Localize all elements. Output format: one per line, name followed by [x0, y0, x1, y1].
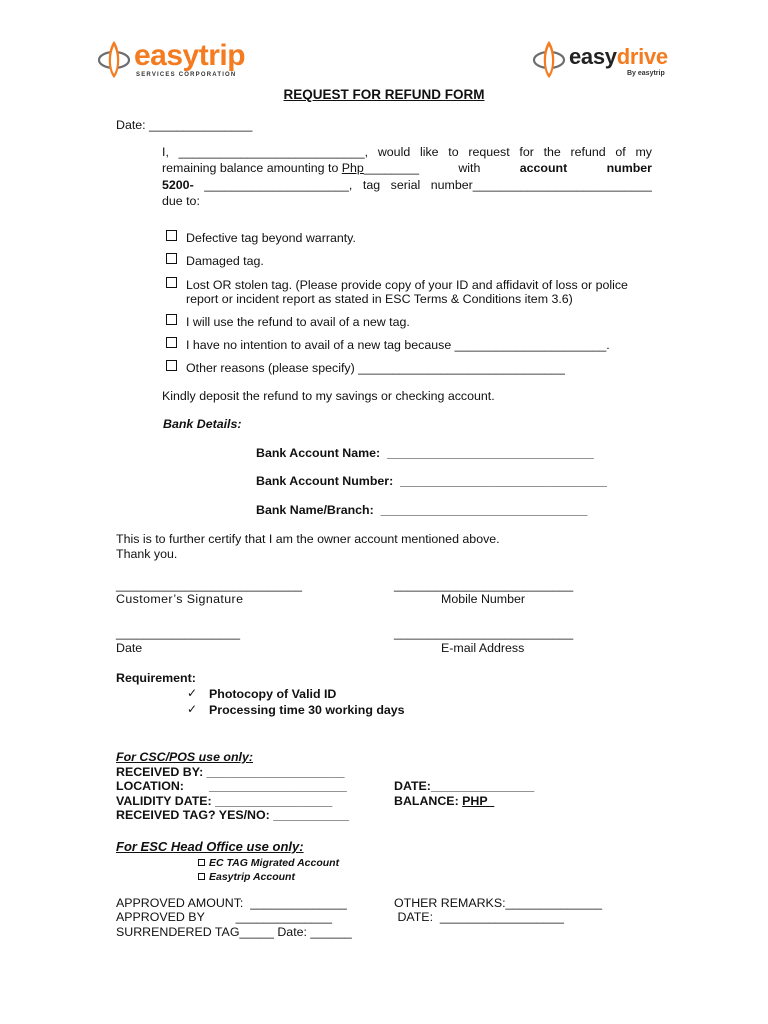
- intro-i: I,: [162, 145, 169, 159]
- intro-word: my: [635, 145, 652, 159]
- received-tag-field[interactable]: RECEIVED TAG? YES/NO: ___________: [116, 808, 350, 822]
- option-checkbox[interactable]: [198, 859, 205, 866]
- tag-label: tag: [362, 178, 381, 192]
- check-icon: ✓: [187, 686, 198, 700]
- csc-date-field[interactable]: DATE:_______________: [394, 779, 535, 793]
- intro-line-1: [162, 145, 652, 160]
- easydrive-logo-mark: [531, 38, 567, 80]
- intro-word: like: [419, 145, 439, 159]
- bank-branch-field[interactable]: Bank Name/Branch: ______________________________: [256, 503, 588, 517]
- easydrive-wordmark-drive: drive: [616, 44, 668, 69]
- bank-account-number-field[interactable]: Bank Account Number: ______________________________: [256, 474, 607, 488]
- received-by-field[interactable]: RECEIVED BY: ____________________: [116, 765, 345, 779]
- option-label: EC TAG Migrated Account: [209, 857, 340, 869]
- number-label: number: [606, 161, 652, 175]
- reason-label: Other reasons (please specify) ______________________________: [186, 361, 565, 375]
- intro-line-2-start: [162, 161, 419, 176]
- surrendered-tag-field[interactable]: SURRENDERED TAG_____ Date: ______: [116, 925, 352, 939]
- reason-label: I will use the refund to avail of a new tag.: [186, 315, 410, 329]
- option-label: Easytrip Account: [209, 871, 295, 883]
- option-checkbox[interactable]: [198, 873, 205, 880]
- intro-line-2: [162, 161, 652, 176]
- location-field[interactable]: ____________________: [209, 779, 347, 793]
- intro-remaining-balance: remaining balance amounting to: [162, 161, 342, 175]
- intro-with: with: [458, 161, 481, 175]
- date-field[interactable]: Date: _______________: [116, 118, 253, 132]
- intro-word: the: [543, 145, 561, 159]
- validity-date-field[interactable]: VALIDITY DATE: _________________: [116, 794, 333, 808]
- head-office-heading: For ESC Head Office use only:: [116, 839, 304, 854]
- approved-by-field[interactable]: APPROVED BY ______________: [116, 910, 333, 924]
- deposit-text: Kindly deposit the refund to my savings or checking account.: [162, 389, 495, 403]
- bank-account-name-field[interactable]: Bank Account Name: ______________________________: [256, 446, 594, 460]
- name-blank[interactable]: ___________________________,: [178, 145, 369, 159]
- date-label: Date: [116, 641, 143, 655]
- reason-checkbox[interactable]: [166, 337, 177, 348]
- reason-label: I have no intention to avail of a new tag because ______________________.: [186, 338, 610, 352]
- serial-label: serial: [390, 178, 421, 192]
- reason-label-continued: report or incident report as stated in ESC Terms & Conditions item 3.6): [186, 292, 573, 306]
- php-label: Php: [341, 161, 364, 175]
- bank-details-heading: Bank Details:: [163, 417, 242, 431]
- easydrive-wordmark: [569, 46, 668, 68]
- check-icon: ✓: [187, 702, 198, 716]
- balance-label: BALANCE:: [394, 794, 463, 808]
- intro-line-3: [162, 178, 652, 193]
- account-label: account: [519, 161, 568, 175]
- form-title: REQUEST FOR REFUND FORM: [283, 87, 485, 102]
- signature-line[interactable]: ___________________________: [116, 578, 303, 592]
- intro-word: would: [377, 145, 411, 159]
- intro-word: of: [615, 145, 626, 159]
- easydrive-wordmark-easy: easy: [569, 44, 617, 69]
- head-office-option[interactable]: [198, 856, 339, 871]
- mobile-number-label: Mobile Number: [441, 592, 526, 606]
- amount-blank[interactable]: ________: [363, 161, 419, 175]
- customer-signature-label: Customer’s Signature: [116, 592, 244, 606]
- intro-word: for: [519, 145, 534, 159]
- requirement-item: Processing time 30 working days: [209, 703, 405, 717]
- reason-checkbox[interactable]: [166, 230, 177, 241]
- head-office-option[interactable]: [198, 870, 295, 885]
- requirement-item: Photocopy of Valid ID: [209, 687, 337, 701]
- thank-you-text: Thank you.: [116, 547, 178, 561]
- account-prefix: 5200-: [162, 178, 194, 192]
- reason-label: Lost OR stolen tag. (Please provide copy of your ID and affidavit of loss or police: [186, 278, 628, 292]
- easydrive-logo: [531, 38, 681, 82]
- approved-amount-field[interactable]: APPROVED AMOUNT: ______________: [116, 896, 347, 910]
- reason-checkbox[interactable]: [166, 253, 177, 264]
- intro-word: to: [448, 145, 459, 159]
- account-number-blank[interactable]: _____________________,: [204, 178, 353, 192]
- date-line[interactable]: __________________: [116, 626, 241, 640]
- easytrip-logo-mark: [96, 38, 132, 80]
- location-label: LOCATION:: [116, 779, 184, 793]
- reason-checkbox[interactable]: [166, 360, 177, 371]
- reason-checkbox[interactable]: [166, 277, 177, 288]
- email-address-label: E-mail Address: [441, 641, 525, 655]
- intro-word: request: [468, 145, 510, 159]
- reason-label: Damaged tag.: [186, 254, 264, 268]
- intro-word: refund: [570, 145, 606, 159]
- requirement-heading: Requirement:: [116, 671, 196, 685]
- certify-text: This is to further certify that I am the owner account mentioned above.: [116, 532, 500, 546]
- other-remarks-field[interactable]: OTHER REMARKS:______________: [394, 896, 603, 910]
- csc-heading: For CSC/POS use only:: [116, 750, 254, 764]
- reason-checkbox[interactable]: [166, 314, 177, 325]
- easytrip-subtitle: SERVICES CORPORATION: [136, 72, 237, 78]
- balance-value: PHP: [462, 794, 495, 808]
- easydrive-subtitle: By easytrip: [627, 70, 665, 77]
- balance-field[interactable]: [394, 794, 494, 809]
- mobile-line[interactable]: __________________________: [394, 578, 574, 592]
- easytrip-logo: [96, 38, 246, 82]
- email-line[interactable]: __________________________: [394, 626, 574, 640]
- head-office-date-field[interactable]: DATE: __________________: [394, 910, 564, 924]
- intro-line-4: due to:: [162, 194, 200, 208]
- tag-serial-blank[interactable]: number__________________________: [430, 178, 652, 192]
- reason-label: Defective tag beyond warranty.: [186, 231, 356, 245]
- easytrip-wordmark: easytrip: [134, 39, 246, 72]
